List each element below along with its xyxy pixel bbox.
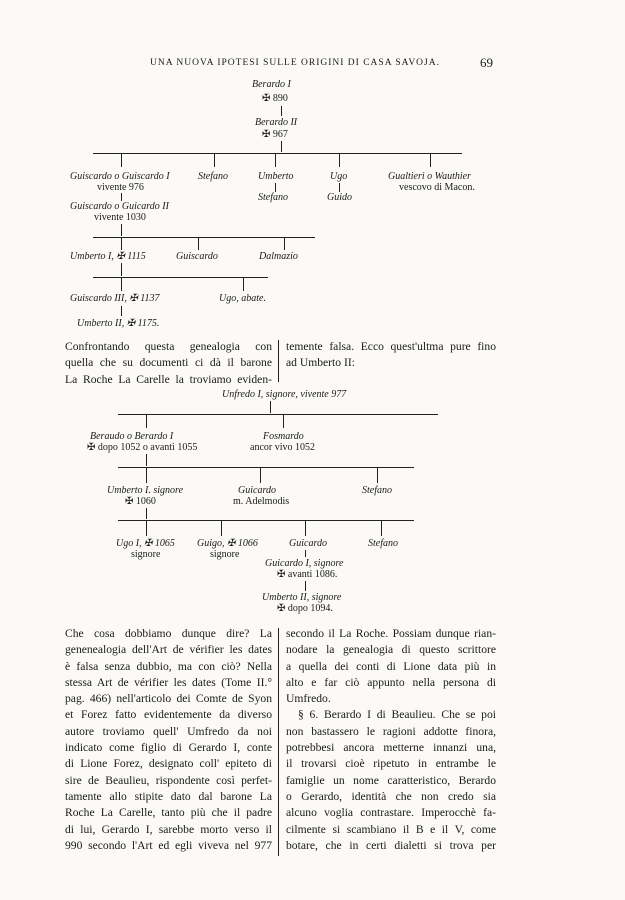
- tree2-line: [146, 520, 147, 536]
- body-right-line: Umfredo.: [286, 692, 331, 706]
- tree1-stefano: Stefano: [198, 171, 228, 182]
- tree2-unfredo-i: [222, 389, 346, 400]
- body-right-line: famiglie un nome caratteristico, Berardo: [286, 773, 496, 787]
- body-left-line: di lui, Gerardo I, sarebbe morto verso il: [65, 822, 272, 836]
- body-right-line: botare, che in certi dialetti si trova per: [286, 838, 496, 852]
- body-left-line: indicato come figlio di Gerardo I, conte: [65, 741, 272, 755]
- tree1-line: [121, 224, 122, 236]
- tree2-line: [221, 520, 222, 536]
- intro-left-line: Confrontando questa genealogia con: [65, 340, 272, 353]
- tree1-guiscardo-iii: Guiscardo III, ✠ 1137: [70, 293, 160, 304]
- tree1-line: [198, 237, 199, 250]
- body-left-line: genenealogia dell'Art de vérifier les dates: [65, 643, 272, 657]
- tree2-guicardo-i: Guicardo I, signore: [265, 558, 344, 569]
- tree2-umberto-ii: Umberto II, signore: [262, 592, 342, 603]
- body-left-line: sire de Beaulieu, rispondente così perfet-: [65, 773, 272, 787]
- tree2-line: [146, 467, 147, 483]
- body-right-line: alcuno voglia contrastare. Imperocchè fa-: [286, 806, 496, 820]
- tree2-line: [260, 467, 261, 483]
- tree2-umberto-ii-sub: ✠ dopo 1094.: [277, 603, 333, 614]
- tree1-line: [339, 183, 340, 192]
- tree1-line: [430, 153, 431, 167]
- body-left-line: tamente allo stipite dato dal barone La: [65, 789, 272, 803]
- body-right-line: nodare la genealogia di questo scrittore: [286, 643, 496, 657]
- tree2-rule: [118, 414, 438, 415]
- tree1-guiscardo-i-sub: vivente 976: [97, 182, 144, 193]
- body-left-line: stessa Art de vérifier les dates (Tome II.°: [65, 675, 272, 689]
- tree2-guigo: Guigo, ✠ 1066: [197, 538, 258, 549]
- intro-left-line: quella che su documenti ci dà il barone: [65, 356, 272, 370]
- body-left-line: pag. 466) nell'articolo dei Comte de Syon: [65, 692, 272, 706]
- tree2-line: [305, 581, 306, 591]
- tree1-rule: [93, 277, 268, 278]
- tree1-rule: [93, 153, 462, 154]
- running-title: UNA NUOVA IPOTESI SULLE ORIGINI DI CASA SAVOJA.: [150, 58, 440, 68]
- tree1-berardo-i-date: ✠ 890: [262, 93, 288, 104]
- tree2-guicardo-i-sub: ✠ avanti 1086.: [277, 569, 338, 580]
- intro-right-line: temente falsa. Ecco quest'ultma pure fino: [286, 340, 496, 353]
- body-left-line: è falsa senza dubbio, ma con ciò? Nella: [65, 659, 272, 673]
- tree1-rule: [93, 237, 315, 238]
- tree2-umberto-i-sub: ✠ 1060: [125, 496, 156, 507]
- tree1-berardo-i: Berardo I: [252, 79, 291, 90]
- tree1-guiscardo: Guiscardo: [176, 251, 218, 262]
- tree2-line: [283, 414, 284, 428]
- tree2-guigo-sub: signore: [210, 549, 240, 560]
- intro-left-line: La Roche La Carelle la troviamo eviden-: [65, 372, 272, 386]
- body-left-line: autore troviamo quell' Umfredo da noi: [65, 724, 272, 738]
- tree2-rule: [118, 467, 414, 468]
- tree1-stefano-child: Stefano: [258, 192, 288, 203]
- tree1-ugo: Ugo: [330, 171, 348, 182]
- column-separator: [278, 628, 279, 856]
- tree1-line: [284, 237, 285, 250]
- tree1-umberto-i: Umberto I, ✠ 1115: [70, 251, 146, 262]
- tree2-line: [305, 550, 306, 557]
- tree2-line: [305, 520, 306, 536]
- tree2-fosmardo: Fosmardo: [263, 431, 304, 442]
- tree2-umberto-i: Umberto I. signore: [107, 485, 184, 496]
- body-left-line: Roche La Carelle, tanto più che il padre: [65, 806, 272, 820]
- intro-right-line: ad Umberto II:: [286, 356, 355, 370]
- tree1-line: [121, 193, 122, 201]
- tree1-line: [243, 277, 244, 291]
- body-left-line: et Forez fatto evidentemente da diverso: [65, 708, 272, 722]
- body-right-line: il trovarsi cioè ripetuto in entrambe le: [286, 757, 496, 771]
- body-left-line: Che cosa dobbiamo dunque dire? La: [65, 627, 272, 640]
- tree1-line: [281, 106, 282, 116]
- tree1-line: [121, 153, 122, 167]
- column-separator: [278, 340, 279, 382]
- tree1-line: [281, 141, 282, 152]
- tree2-line: [377, 467, 378, 483]
- tree2-root-label: Unfredo I, signore, vivente 977: [222, 389, 347, 400]
- tree1-berardo-ii-date: ✠ 967: [262, 129, 288, 140]
- tree2-line: [146, 414, 147, 428]
- tree1-berardo-ii: Berardo II: [255, 117, 298, 128]
- tree1-umberto: Umberto: [258, 171, 294, 182]
- body-right-line: secondo il La Roche. Possiam dunque rian-: [286, 627, 496, 640]
- tree1-guiscardo-ii: Guiscardo o Guicardo II: [70, 201, 169, 212]
- tree2-ugo-i: Ugo I, ✠ 1065: [116, 538, 175, 549]
- body-left-column: [65, 626, 272, 854]
- body-right-column: [286, 626, 496, 854]
- tree2-guicardo: Guicardo: [238, 485, 276, 496]
- tree1-guiscardo-ii-sub: vivente 1030: [94, 212, 146, 223]
- tree2-guicardo-sub: m. Adelmodis: [233, 496, 290, 507]
- body-right-line: cilmente si scambiano il B e il V, come: [286, 822, 496, 836]
- tree2-line: [270, 401, 271, 413]
- intro-right-column: [286, 339, 496, 372]
- page-number: 69: [480, 55, 493, 70]
- tree2-guicardo-c: Guicardo: [289, 538, 327, 549]
- body-left-line: di Lione Forez, designato coll' epiteto di: [65, 757, 272, 771]
- body-right-line: § 6. Berardo I di Beaulieu. Che se poi: [298, 708, 496, 722]
- tree2-ugo-i-sub: signore: [131, 549, 161, 560]
- tree1-ugo-abate: Ugo, abate.: [219, 293, 266, 304]
- tree2-fosmardo-sub: ancor vivo 1052: [250, 442, 315, 453]
- tree1-guiscardo-i: Guiscardo o Guiscardo I: [70, 171, 170, 182]
- body-right-line: a quella dei conti di Lione data più in: [286, 659, 496, 673]
- tree1-guido: Guido: [327, 192, 352, 203]
- body-right-line: alto e far ciò appunto nella persona di: [286, 675, 496, 689]
- tree2-beraudo-sub: ✠ dopo 1052 o avanti 1055: [87, 442, 198, 453]
- tree1-line: [275, 183, 276, 192]
- tree1-line: [275, 153, 276, 167]
- tree1-line: [121, 277, 122, 291]
- tree2-stefano: Stefano: [362, 485, 392, 496]
- body-right-line: non bastassero le ragioni addotte finora,: [286, 724, 496, 738]
- tree1-umberto-ii: Umberto II, ✠ 1175.: [77, 318, 160, 329]
- body-right-line: o Gerardo, identità che non credo sia: [286, 789, 496, 803]
- tree2-line: [381, 520, 382, 536]
- tree2-line: [146, 454, 147, 466]
- tree1-dalmazio: Dalmazio: [259, 251, 298, 262]
- body-right-line: potrebbesi ancora metterne innanzi una,: [286, 741, 496, 755]
- tree2-beraudo: Beraudo o Berardo I: [90, 431, 174, 442]
- tree1-gualtieri: Gualtieri o Wauthier: [388, 171, 471, 182]
- tree1-line: [121, 237, 122, 250]
- tree2-line: [146, 508, 147, 519]
- tree2-stefano-c: Stefano: [368, 538, 398, 549]
- tree2-rule: [118, 520, 414, 521]
- tree1-line: [214, 153, 215, 167]
- tree1-line: [339, 153, 340, 167]
- tree1-gualtieri-sub: vescovo di Macon.: [399, 182, 475, 193]
- body-left-line: 990 secondo l'Art ed egli viveva nel 977: [65, 838, 272, 852]
- tree1-line: [121, 263, 122, 276]
- intro-left-column: [65, 339, 272, 388]
- tree1-line: [121, 306, 122, 316]
